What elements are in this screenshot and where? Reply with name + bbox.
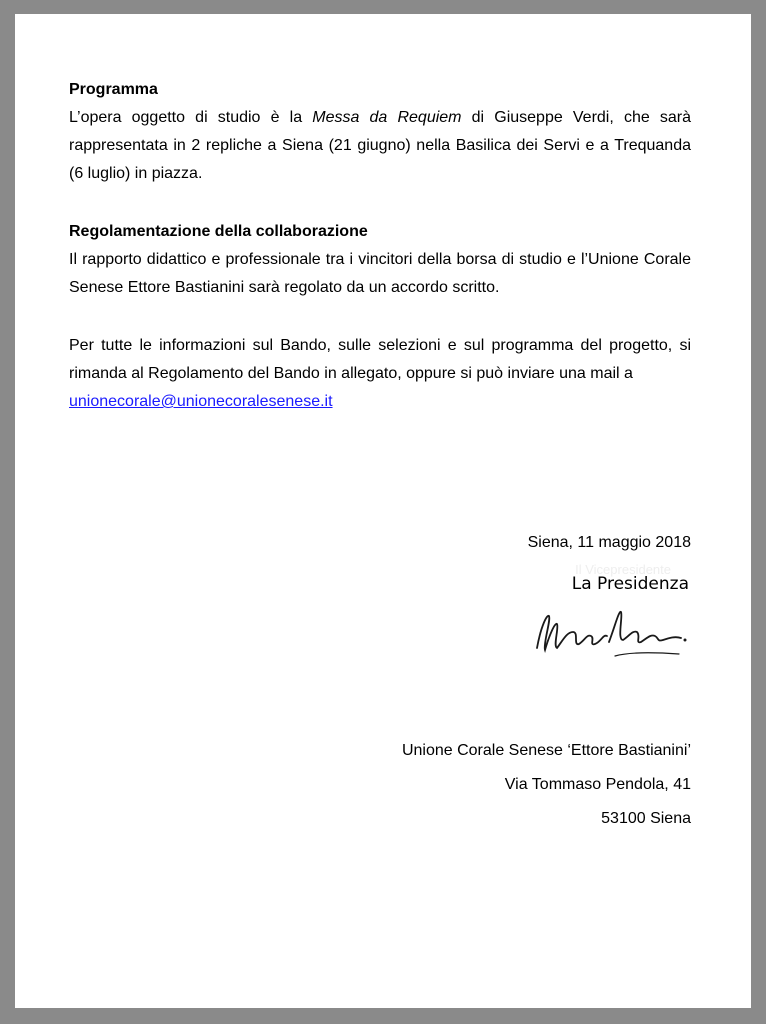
document-page	[15, 14, 751, 1008]
programma-text-start: L’opera oggetto di studio è la	[69, 109, 313, 126]
faint-text: Il Vicepresidente	[575, 562, 671, 577]
section-heading-programma: Programma	[69, 81, 158, 98]
email-line	[69, 388, 691, 416]
date-line: Siena, 11 maggio 2018	[527, 534, 691, 551]
address-block	[402, 734, 691, 836]
email-link[interactable]: unionecorale@unionecoralesenese.it	[69, 393, 333, 410]
handwritten-signature	[529, 596, 689, 662]
address-line-3: 53100 Siena	[601, 810, 691, 827]
info-paragraph: Per tutte le informazioni sul Bando, sulle selezioni e sul programma del progetto, si rimanda al Regolamento del Bando in allegato, oppure si può inviare una mail a	[69, 337, 691, 382]
address-line-2: Via Tommaso Pendola, 41	[504, 776, 691, 793]
section-heading-regolamentazione: Regolamentazione della collaborazione	[69, 223, 368, 240]
document-body	[69, 76, 691, 416]
regolamentazione-paragraph: Il rapporto didattico e professionale tra i vincitori della borsa di studio e l’Unione Corale Senese Ettore Bastianini sarà regolato da un accordo scritto.	[69, 251, 691, 296]
opera-title: Messa da Requiem	[312, 109, 462, 126]
programma-text-end: di Giuseppe Verdi, che sarà rappresentata in 2 repliche a Siena (21 giugno) nella Basilica dei Servi e a Trequanda (6 luglio) in piazza.	[69, 109, 692, 182]
address-line-1: Unione Corale Senese ‘Ettore Bastianini’	[401, 742, 691, 759]
programma-paragraph	[69, 104, 691, 188]
signatory-label: La Presidenza	[571, 574, 689, 594]
